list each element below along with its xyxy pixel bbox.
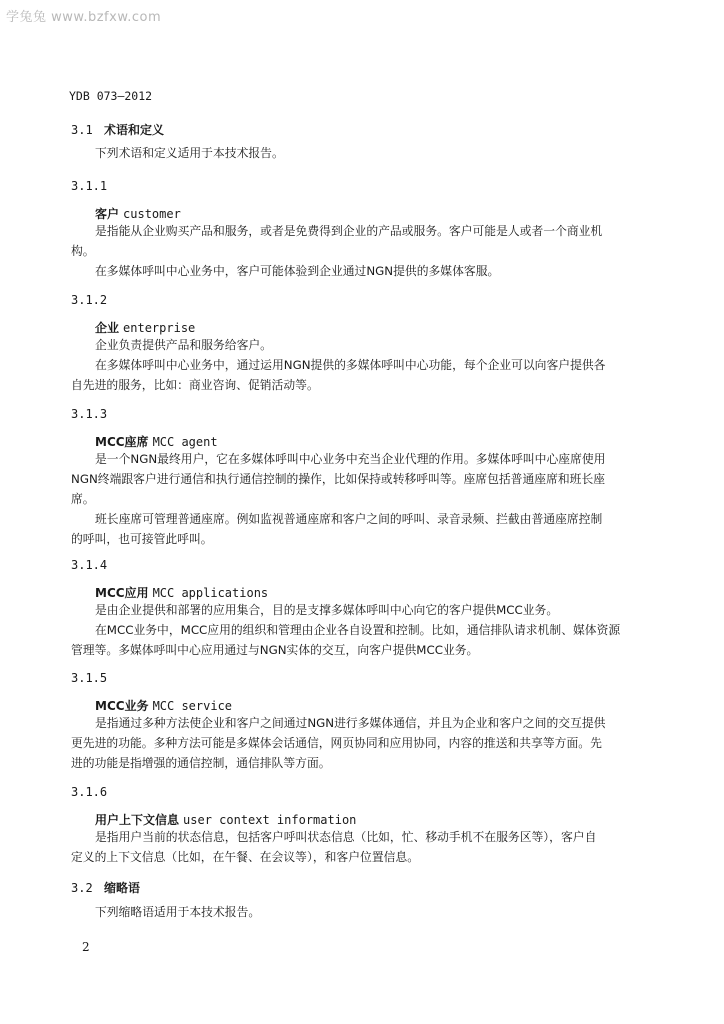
line: 是指能从企业购买产品和服务，或者是免费得到企业的产品或服务。客户可能是人或者一个商业机 [95, 224, 603, 238]
term-mcc-applications [95, 584, 268, 601]
term-en: enterprise [123, 321, 196, 335]
line: 是指用户当前的状态信息，包括客户呼叫状态信息（比如，忙、移动手机不在服务区等），客户自 [95, 830, 597, 844]
term-mcc-agent [95, 433, 218, 450]
line: 是一个NGN最终用户，它在多媒体呼叫中心业务中充当企业代理的作用。多媒体呼叫中心座席使用 [95, 452, 606, 466]
definition-paragraph: 企业负责提供产品和服务给客户。 [95, 338, 272, 352]
term-zh: MCC应用 [95, 586, 149, 600]
line: 构。 [71, 244, 95, 258]
term-mcc-service [95, 697, 232, 714]
line: 在多媒体呼叫中心业务中，通过运用NGN提供的多媒体呼叫中心功能，每个企业可以向客户提供各 [95, 358, 606, 372]
term-en: customer [123, 207, 181, 221]
line: 进的功能是指增强的通信控制，通信排队等方面。 [71, 756, 331, 770]
line: NGN终端跟客户进行通信和执行通信控制的操作，比如保持或转移呼叫等。座席包括普通座席和班长座 [71, 472, 606, 486]
term-zh: 客户 [95, 207, 120, 221]
clause-number-3-1-1: 3.1.1 [71, 179, 108, 193]
page-number: 2 [82, 940, 90, 954]
term-en: user context information [183, 813, 357, 827]
section-title: 术语和定义 [104, 123, 165, 137]
term-zh: MCC座席 [95, 435, 149, 449]
line: 席。 [71, 492, 95, 506]
clause-number-3-1-3: 3.1.3 [71, 407, 108, 421]
definition-paragraph [71, 827, 639, 867]
term-en: MCC service [152, 699, 233, 713]
term-zh: MCC业务 [95, 699, 149, 713]
term-user-context-information [95, 811, 356, 828]
clause-number-3-1-5: 3.1.5 [71, 671, 108, 685]
clause-number-3-1-4: 3.1.4 [71, 558, 108, 572]
definition-paragraph [71, 713, 639, 773]
definition-paragraph [71, 509, 639, 549]
definition-paragraph: 在多媒体呼叫中心业务中，客户可能体验到企业通过NGN提供的多媒体客服。 [95, 264, 500, 278]
clause-number-3-1-2: 3.1.2 [71, 293, 108, 307]
term-en: MCC agent [152, 435, 218, 449]
definition-paragraph [71, 449, 639, 509]
line: 更先进的功能。多种方法可能是多媒体会话通信，网页协同和应用协同，内容的推送和共享等方面。先 [71, 736, 602, 750]
section-number: 3.2 [71, 881, 93, 895]
term-zh: 用户上下文信息 [95, 813, 180, 827]
section-intro: 下列缩略语适用于本技术报告。 [95, 905, 261, 919]
section-title: 缩略语 [104, 881, 141, 895]
term-customer [95, 205, 181, 222]
definition-paragraph: 是由企业提供和部署的应用集合，目的是支撑多媒体呼叫中心向它的客户提供MCC业务。 [95, 603, 559, 617]
line: 管理等。多媒体呼叫中心应用通过与NGN实体的交互，向客户提供MCC业务。 [71, 643, 479, 657]
line: 是指通过多种方法使企业和客户之间通过NGN进行多媒体通信，并且为企业和客户之间的交互提供 [95, 716, 606, 730]
document-code: YDB 073—2012 [69, 89, 153, 103]
line: 在MCC业务中，MCC应用的组织和管理由企业各自设置和控制。比如，通信排队请求机制、媒体资源 [95, 623, 621, 637]
section-intro: 下列术语和定义适用于本技术报告。 [95, 146, 284, 160]
section-heading-3-1 [71, 121, 164, 138]
definition-paragraph [71, 221, 639, 261]
term-zh: 企业 [95, 321, 120, 335]
line: 的呼叫，也可接管此呼叫。 [71, 532, 213, 546]
term-en: MCC applications [152, 586, 269, 600]
line: 班长座席可管理普通座席。例如监视普通座席和客户之间的呼叫、录音录频、拦截由普通座席控制 [95, 512, 603, 526]
line: 自先进的服务，比如：商业咨询、促销活动等。 [71, 378, 319, 392]
section-number: 3.1 [71, 123, 93, 137]
definition-paragraph [71, 620, 639, 660]
clause-number-3-1-6: 3.1.6 [71, 785, 108, 799]
line: 定义的上下文信息（比如，在午餐、在会议等），和客户位置信息。 [71, 850, 420, 864]
section-heading-3-2 [71, 879, 140, 896]
term-enterprise [95, 319, 195, 336]
definition-paragraph [71, 355, 639, 395]
watermark: 学兔兔 www.bzfxw.com [6, 10, 162, 25]
